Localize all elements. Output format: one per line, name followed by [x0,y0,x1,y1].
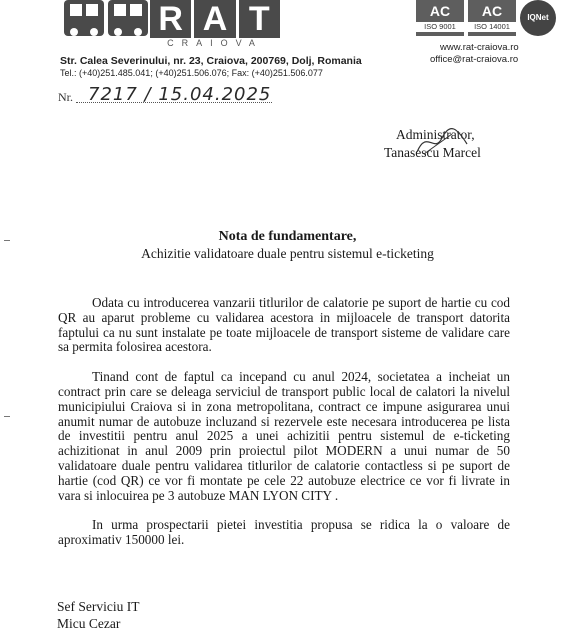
document-title: Nota de fundamentare, [218,229,357,244]
logo-subtitle: CRAIOVA [167,38,263,48]
company-phones: Tel.: (+40)251.485.041; (+40)251.506.076; Fax: (+40)251.506.077 [60,68,323,78]
signatory-title: Sef Serviciu IT [57,599,140,614]
body-paragraph: In urma prospectarii pietei investitia propusa se ridica la o valoare de aproximativ 150000 lei. [58,517,510,548]
registration-dotted-line [76,102,272,103]
recipient-title: Administrator, [396,127,475,142]
badge-mark: AC [481,3,503,19]
logo-letter: T [239,0,280,38]
recipient-name: Tanasescu Marcel [384,145,481,160]
body-paragraph: Tinand cont de faptul ca incepand cu anul 2024, societatea a incheiat un contract prin care se deleaga serviciul de transport public local de calatori la nivelul municipiului Craiova si in zona metropolitana, contract ce impune asigurarea unui anumit numar de autobuze incluzand si rezervele este necesara introducerea pe lista de investitii pentru anul 2025 a unei achizitii pentru sistemul de e-ticketing achizitionat in anul 2009 prin proiectul pilot MODERN a unui numar de 50 validatoare duale pentru validarea titlurilor de calatorie contactless si pe suport de hartie (cod QR) ce vor fi montate pe cele 22 autobuze electrice ce vor fi livrate in vara si inlocuirea pe 3 autobuze MAN LYON CITY . [58,369,510,503]
document-body [58,296,510,563]
logo-letter: R [150,0,191,38]
company-logo [150,0,280,38]
bus-logo-icon [62,0,152,44]
registration-prefix: Nr. [58,90,73,104]
company-address: Str. Calea Severinului, nr. 23, Craiova, 200769, Dolj, Romania [60,55,362,67]
badge-mark: AC [429,3,451,19]
scan-edge-mark [4,416,10,417]
document-subtitle: Achizitie validatoare duale pentru sistemul e-ticketing [141,246,434,261]
body-paragraph: Odata cu introducerea vanzarii titlurilor de calatorie pe suport de hartie cu cod QR au aparut probleme cu validarea acestora in mijloacele de transport datorita faptului ca nu sunt instalate pe toate mijloacele de transport sisteme de validare care sa permita folosirea acestora. [58,295,510,355]
company-website: www.rat-craiova.ro [440,42,519,53]
iqnet-badge: IQNet [520,0,556,36]
iso-9001-badge [416,0,464,36]
registration-number: 7217 / 15.04.2025 [88,84,272,105]
iso-14001-badge [468,0,516,36]
badge-label: ISO 9001 [416,22,464,32]
signatory-name: Micu Cezar [57,616,121,631]
scan-edge-mark [4,240,10,241]
logo-letter: A [194,0,235,38]
company-email: office@rat-craiova.ro [430,54,519,65]
badge-label: ISO 14001 [468,22,516,32]
